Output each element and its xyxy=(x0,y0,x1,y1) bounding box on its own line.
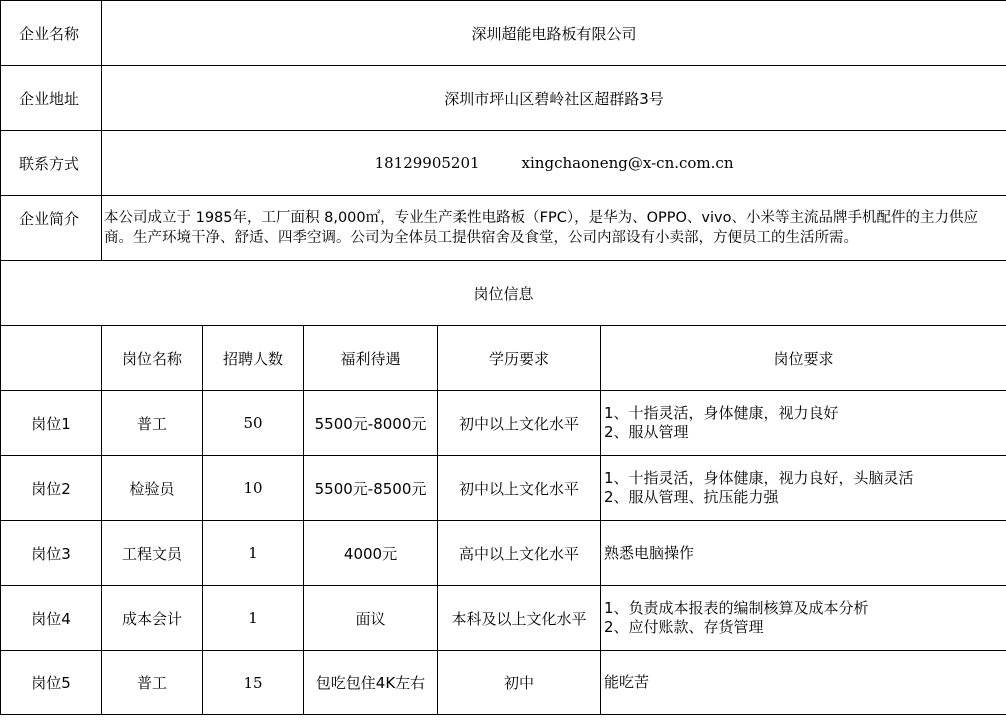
job-requirement-line: 1、十指灵活，身体健康，视力良好 xyxy=(604,404,839,422)
company-name-label: 企业名称 xyxy=(1,1,102,66)
job-requirements xyxy=(601,521,1006,586)
job-name: 普工 xyxy=(102,391,203,456)
job-id: 岗位5 xyxy=(1,651,102,715)
contact-label: 联系方式 xyxy=(1,131,102,196)
job-benefits: 4000元 xyxy=(304,521,438,586)
header-job-name: 岗位名称 xyxy=(102,326,203,391)
job-education: 初中以上文化水平 xyxy=(438,456,601,521)
job-requirement-line: 熟悉电脑操作 xyxy=(604,543,695,562)
job-benefits: 5500元-8500元 xyxy=(304,456,438,521)
job-requirement-line: 能吃苦 xyxy=(604,673,650,691)
job-requirement-line: 2、服从管理 xyxy=(604,423,689,441)
job-count: 1 xyxy=(203,521,304,586)
jobs-section-title: 岗位信息 xyxy=(1,261,1006,326)
job-education: 初中 xyxy=(438,651,601,715)
header-empty-cell xyxy=(1,326,102,391)
job-requirements xyxy=(601,651,1006,715)
job-id: 岗位2 xyxy=(1,456,102,521)
company-name-value: 深圳超能电路板有限公司 xyxy=(102,1,1006,66)
job-id: 岗位1 xyxy=(1,391,102,456)
company-address-label: 企业地址 xyxy=(1,66,102,131)
job-requirement-line: 1、负责成本报表的编制核算及成本分析 xyxy=(604,599,869,617)
contact-phone: 18129905201 xyxy=(374,154,480,172)
job-requirement-line: 1、十指灵活，身体健康，视力良好，头脑灵活 xyxy=(604,469,914,487)
job-name: 普工 xyxy=(102,651,203,715)
job-benefits: 面议 xyxy=(304,586,438,651)
header-requirements: 岗位要求 xyxy=(601,326,1006,391)
intro-value: 本公司成立于 1985年，工厂面积 8,000㎡，专业生产柔性电路板（FPC），是华为、OPPO、vivo、小米等主流品牌手机配件的主力供应商。生产环境干净、舒适、四季空调。公司为全体员工提供宿舍及食堂，公司内部设有小卖部，方便员工的生活所需。 xyxy=(102,196,1006,261)
contact-email: xingchaoneng@x-cn.com.cn xyxy=(521,154,734,172)
job-name: 工程文员 xyxy=(102,521,203,586)
table-row xyxy=(1,651,1006,715)
table-row xyxy=(1,521,1006,586)
job-requirement-line: 2、应付账款、存货管理 xyxy=(604,618,764,636)
job-requirements xyxy=(601,391,1006,456)
table-row xyxy=(1,456,1006,521)
contact-value xyxy=(102,131,1006,196)
job-education: 高中以上文化水平 xyxy=(438,521,601,586)
job-count: 50 xyxy=(203,391,304,456)
job-count: 10 xyxy=(203,456,304,521)
job-benefits: 包吃包住4K左右 xyxy=(304,651,438,715)
job-education: 初中以上文化水平 xyxy=(438,391,601,456)
job-education: 本科及以上文化水平 xyxy=(438,586,601,651)
company-address-value: 深圳市坪山区碧岭社区超群路3号 xyxy=(102,66,1006,131)
job-name: 检验员 xyxy=(102,456,203,521)
intro-label: 企业简介 xyxy=(1,196,102,261)
table-row xyxy=(1,391,1006,456)
jobs-section-row xyxy=(1,261,1006,326)
contact-row xyxy=(1,131,1006,196)
job-requirements xyxy=(601,586,1006,651)
header-count: 招聘人数 xyxy=(203,326,304,391)
jobs-header-row xyxy=(1,326,1006,391)
header-benefits: 福利待遇 xyxy=(304,326,438,391)
header-education: 学历要求 xyxy=(438,326,601,391)
job-count: 15 xyxy=(203,651,304,715)
job-count: 1 xyxy=(203,586,304,651)
company-address-row xyxy=(1,66,1006,131)
job-id: 岗位4 xyxy=(1,586,102,651)
table-row xyxy=(1,586,1006,651)
job-name: 成本会计 xyxy=(102,586,203,651)
job-benefits: 5500元-8000元 xyxy=(304,391,438,456)
intro-row xyxy=(1,196,1006,261)
job-id: 岗位3 xyxy=(1,521,102,586)
company-name-row xyxy=(1,1,1006,66)
job-requirements xyxy=(601,456,1006,521)
job-requirement-line: 2、服从管理、抗压能力强 xyxy=(604,488,779,506)
